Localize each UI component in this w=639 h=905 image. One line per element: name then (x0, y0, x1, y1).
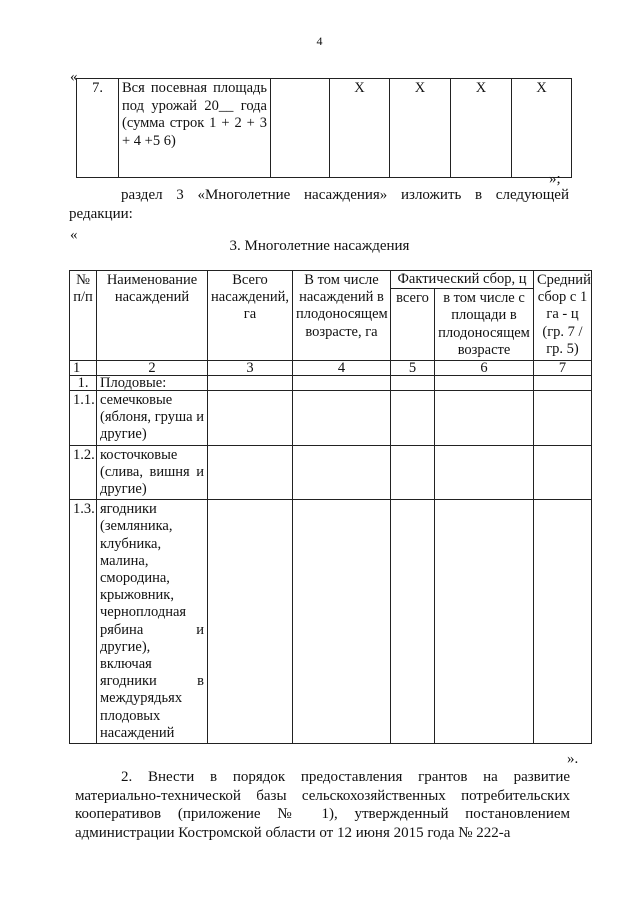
row-text: Вся посевная площадь под урожай 20__ года (сумма строк 1 + 2 + 3 + 4 +5 6) (119, 79, 271, 178)
col-number: 5 (391, 361, 435, 376)
table-header-row (70, 271, 592, 289)
header-avg: Средний сбор с 1 га - ц (гр. 7 / гр. 5) (534, 271, 592, 361)
paragraph-section-3: раздел 3 «Многолетние насаждения» изложить в следующей редакции: (69, 187, 569, 222)
header-actual: Фактический сбор, ц (391, 271, 534, 289)
row-number: 1. (70, 376, 97, 391)
empty-cell (391, 500, 435, 744)
x-mark: Х (512, 79, 572, 178)
x-mark: Х (390, 79, 451, 178)
col-number: 6 (435, 361, 534, 376)
opening-quote: « (70, 227, 78, 243)
closing-quote: »; (549, 171, 561, 187)
empty-cell (435, 376, 534, 391)
table-row (77, 79, 572, 178)
header-fruit-bearing: В том числе насаждений в плодоносящем возрасте, га (293, 271, 391, 361)
empty-cell (293, 445, 391, 500)
column-numbers-row (70, 361, 592, 376)
header-actual-total: всего (391, 289, 435, 361)
empty-cell (293, 500, 391, 744)
empty-cell (435, 500, 534, 744)
row-number: 1.2. (70, 445, 97, 500)
row-number: 7. (77, 79, 119, 178)
row-name: Плодовые: (97, 376, 208, 391)
empty-cell (534, 500, 592, 744)
opening-quote: « (70, 69, 78, 85)
empty-cell (534, 376, 592, 391)
empty-cell (534, 445, 592, 500)
col-number: 7 (534, 361, 592, 376)
page-number: 4 (316, 34, 323, 48)
table-row (70, 391, 592, 446)
paragraph-item-2: 2. Внести в порядок предоставления грантов на развитие материально-технической базы сельскохозяйственных потребительских кооперативов (приложение № 1), утвержденный постановлением администрации Костромской области от 12 июня 2015 года № 222-а (75, 769, 570, 841)
closing-quote: ». (567, 751, 579, 767)
x-mark: Х (451, 79, 512, 178)
col-number: 4 (293, 361, 391, 376)
header-name: Наименование насаждений (97, 271, 208, 361)
row-7-table (76, 78, 572, 178)
header-num: № п/п (70, 271, 97, 361)
empty-cell (391, 445, 435, 500)
row-number: 1.3. (70, 500, 97, 744)
empty-cell (435, 445, 534, 500)
empty-cell (208, 445, 293, 500)
header-actual-fruit: в том числе с площади в плодоносящем возрасте (435, 289, 534, 361)
x-mark: Х (330, 79, 390, 178)
empty-cell (293, 391, 391, 446)
col-number: 2 (97, 361, 208, 376)
header-total: Всего насаждений, га (208, 271, 293, 361)
empty-cell (208, 391, 293, 446)
row-number: 1.1. (70, 391, 97, 446)
empty-cell (208, 376, 293, 391)
table-row (70, 376, 592, 391)
empty-cell (208, 500, 293, 744)
section-heading: 3. Многолетние насаждения (229, 238, 410, 254)
empty-cell (271, 79, 330, 178)
empty-cell (293, 376, 391, 391)
row-name: ягодники (земляника, клубника, малина, смородина, крыжовник, черноплодная рябина и другие), включая ягодники в междурядьях плодовых насаждений (97, 500, 208, 744)
table-row (70, 445, 592, 500)
empty-cell (534, 391, 592, 446)
empty-cell (391, 376, 435, 391)
perennial-plantings-table (69, 270, 592, 744)
col-number: 1 (70, 361, 97, 376)
empty-cell (435, 391, 534, 446)
row-name: семечковые (яблоня, груша и другие) (97, 391, 208, 446)
empty-cell (391, 391, 435, 446)
table-row (70, 500, 592, 744)
row-name: косточковые (слива, вишня и другие) (97, 445, 208, 500)
col-number: 3 (208, 361, 293, 376)
